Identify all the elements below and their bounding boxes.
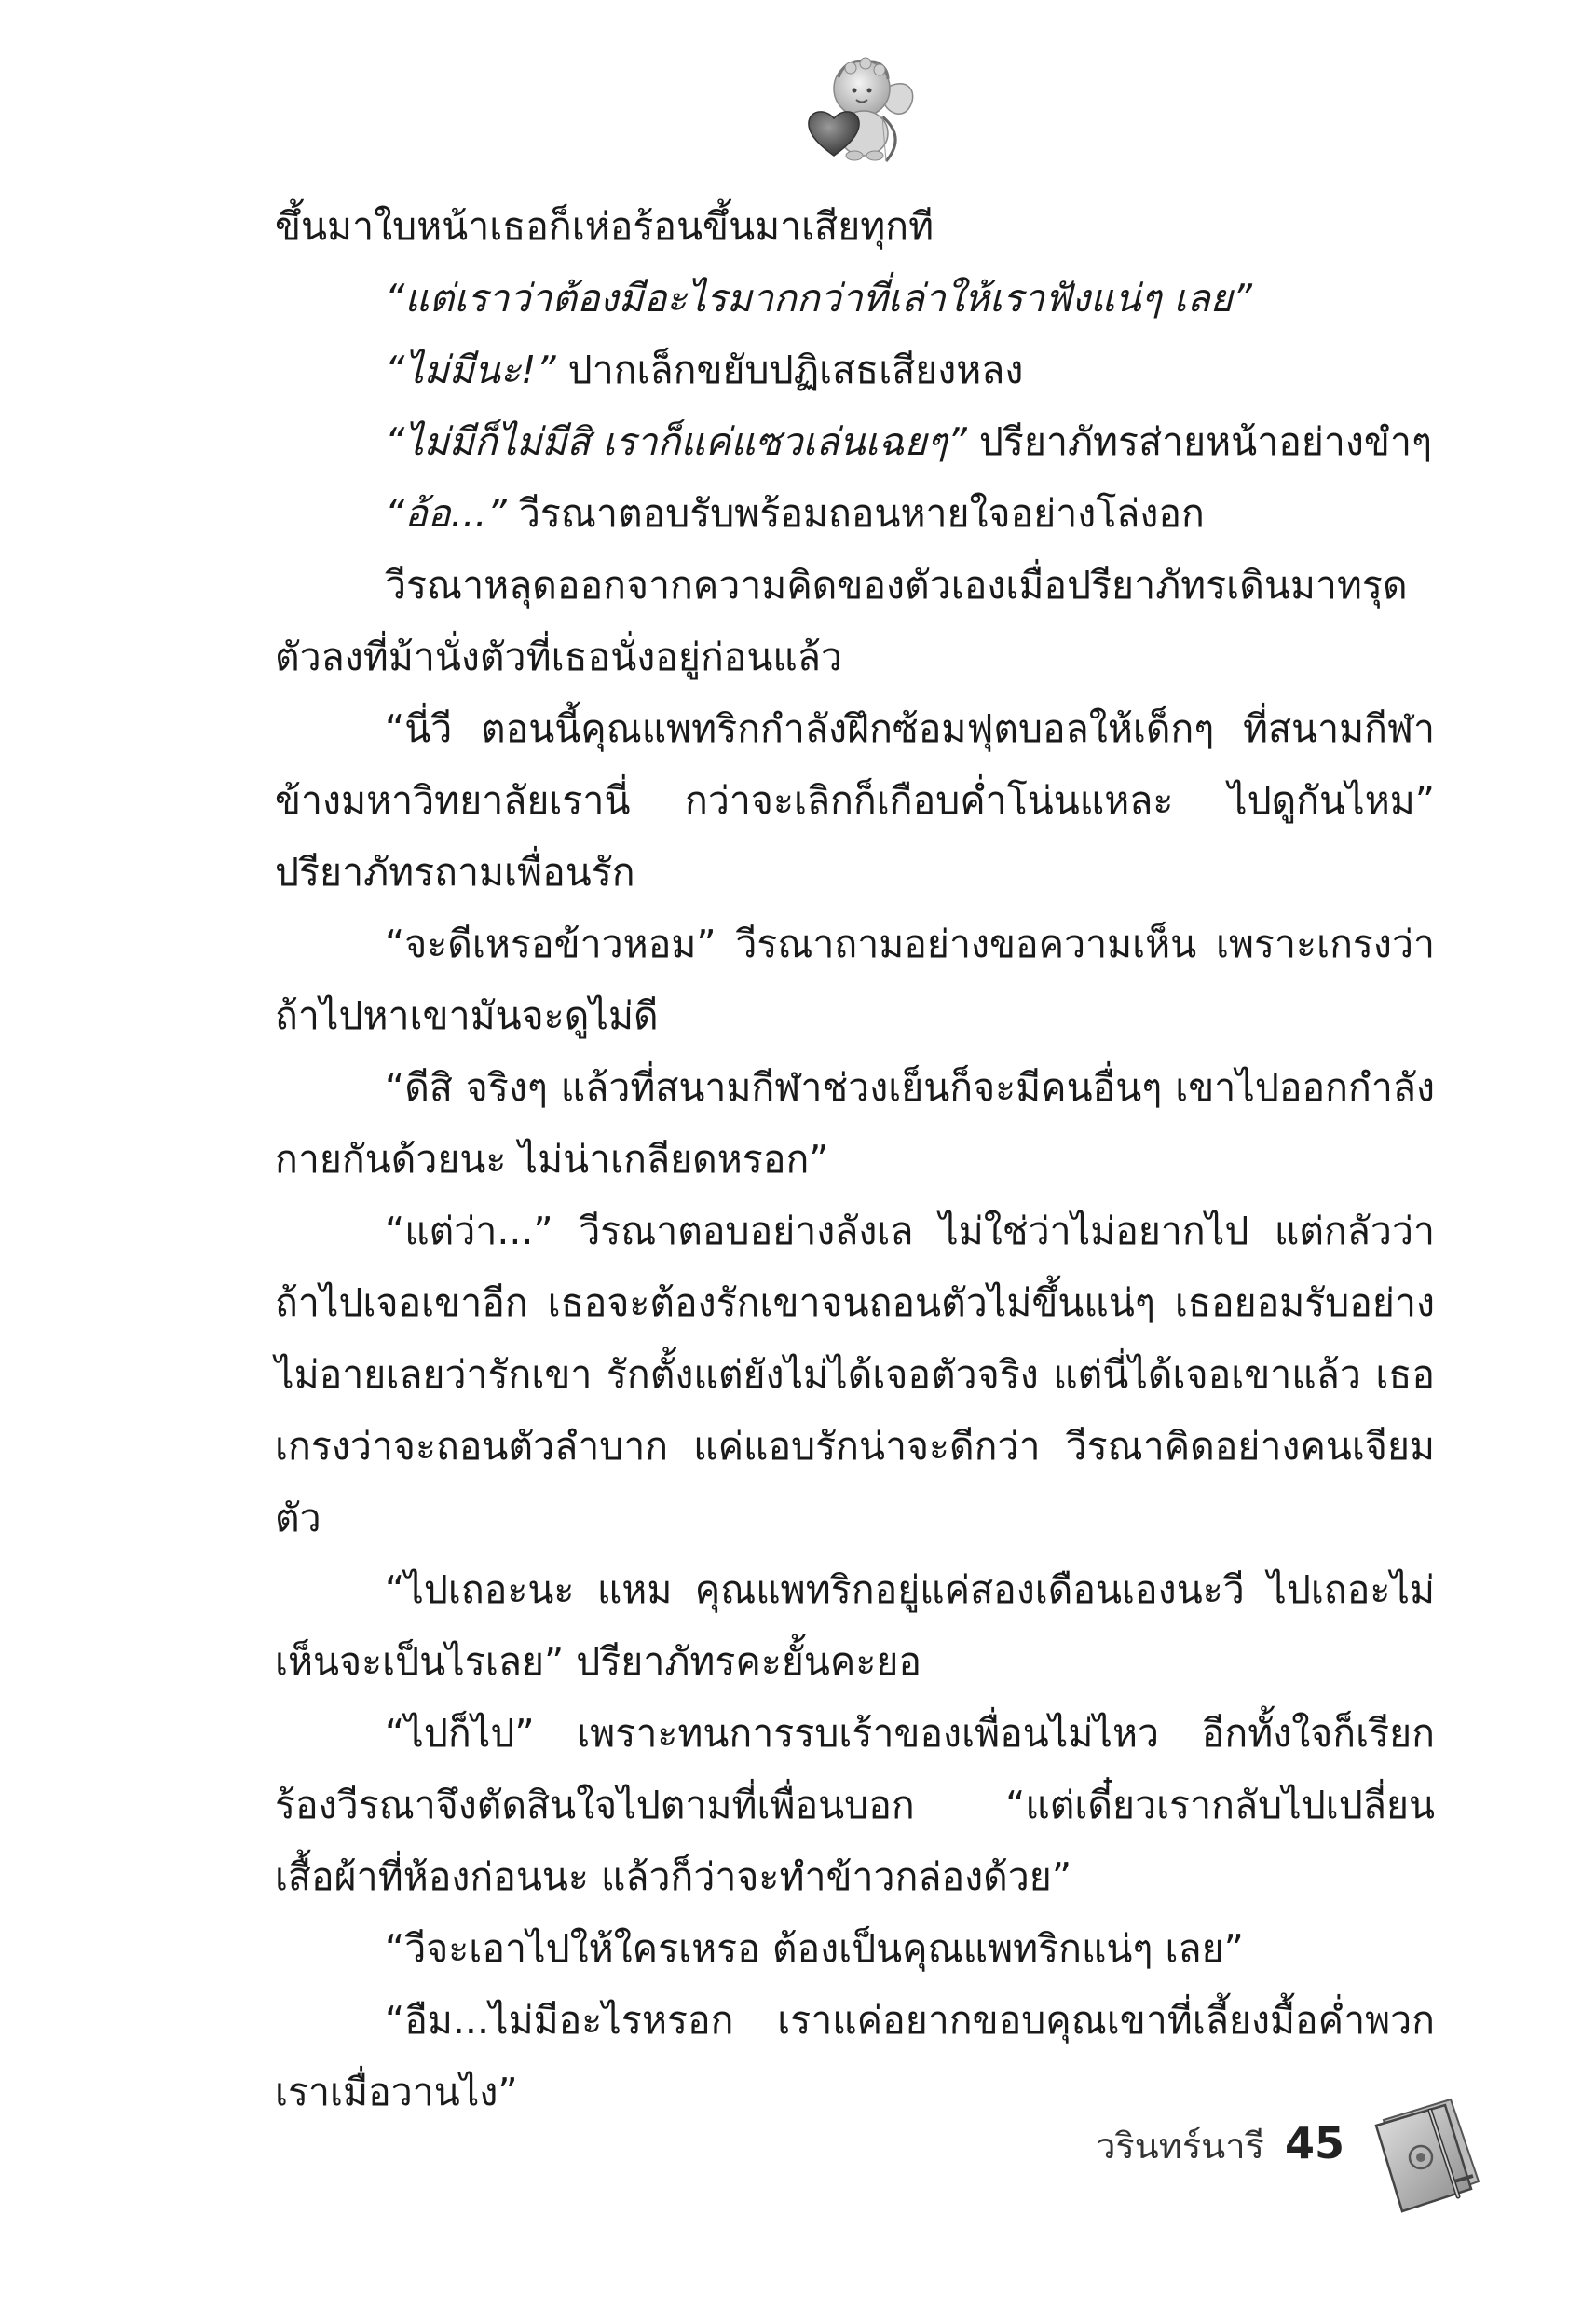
paragraph (275, 335, 1435, 406)
book-title: วรินทร์นารี (1096, 2126, 1264, 2167)
paragraph-text: ปรียาภัทรส่ายหน้าอย่างขำๆ (966, 419, 1432, 464)
paragraph (275, 1698, 1435, 1913)
dialogue-italic: “อ้อ...” (385, 491, 507, 536)
paragraph (275, 478, 1435, 550)
paragraph (275, 1913, 1435, 1985)
paragraph (275, 1554, 1435, 1698)
paragraph-text: “นี่วี ตอนนี้คุณแพทริกกำลังฝึกซ้อมฟุตบอลให้เด็กๆ ที่สนามกีฬาข้างมหาวิทยาลัยเรานี่ กว่าจะเลิกก็เกือบค่ำโน่นแหละ ไปดูกันไหม” ปรียาภัทรถามเพื่อนรัก (275, 706, 1435, 895)
page-footer (1096, 2117, 1344, 2182)
paragraph (275, 1052, 1435, 1196)
paragraph-text: “อืม...ไม่มีอะไรหรอก เราแค่อยากขอบคุณเขาที่เลี้ยงมื้อค่ำพวกเราเมื่อวานไง” (275, 1998, 1435, 2114)
paragraph-text: “ดีสิ จริงๆ แล้วที่สนามกีฬาช่วงเย็นก็จะมีคนอื่นๆ เขาไปออกกำลังกายกันด้วยนะ ไม่น่าเกลียดหรอก” (275, 1065, 1435, 1182)
dialogue-italic: “ไม่มีนะ!” (385, 348, 556, 392)
paragraph (275, 909, 1435, 1052)
paragraph-text: “แต่ว่า...” วีรณาตอบอย่างลังเล ไม่ใช่ว่าไม่อยากไป แต่กลัวว่าถ้าไปเจอเขาอีก เธอจะต้องรักเขาจนถอนตัวไม่ขึ้นแน่ๆ เธอยอมรับอย่างไม่อายเลยว่ารักเขา รักตั้งแต่ยังไม่ได้เจอตัวจริง แต่นี่ได้เจอเขาแล้ว เธอเกรงว่าจะถอนตัวลำบาก แค่แอบรักน่าจะดีกว่า วีรณาคิดอย่างคนเจียมตัว (275, 1209, 1435, 1540)
paragraph (275, 191, 1435, 263)
paragraph-text: “จะดีเหรอข้าวหอม” วีรณาถามอย่างขอความเห็น เพราะเกรงว่าถ้าไปหาเขามันจะดูไม่ดี (275, 922, 1435, 1038)
paragraph-text: วีรณาหลุดออกจากความคิดของตัวเองเมื่อปรียาภัทรเดินมาทรุดตัวลงที่ม้านั่งตัวที่เธอนั่งอยู่ก่อนแล้ว (275, 563, 1408, 679)
paragraph (275, 263, 1435, 335)
notebook-pen-icon (1365, 2092, 1486, 2218)
dialogue-italic: “ไม่มีก็ไม่มีสิ เราก็แค่แซวเล่นเฉยๆ” (385, 419, 967, 464)
paragraph-text: “ไปเถอะนะ แหม คุณแพทริกอยู่แค่สองเดือนเองนะวี ไปเถอะไม่เห็นจะเป็นไรเลย” ปรียาภัทรคะยั้นคะยอ (275, 1567, 1435, 1684)
paragraph (275, 1196, 1435, 1554)
dialogue-italic: “แต่เราว่าต้องมีอะไรมากกว่าที่เล่าให้เราฟังแน่ๆ เลย” (385, 276, 1252, 321)
paragraph-text: ขึ้นมาใบหน้าเธอก็เห่อร้อนขึ้นมาเสียทุกที (275, 204, 934, 249)
page-number: 45 (1284, 2118, 1344, 2168)
paragraph (275, 1985, 1435, 2128)
paragraph-text: “วีจะเอาไปให้ใครเหรอ ต้องเป็นคุณแพทริกแน่ๆ เลย” (385, 1926, 1244, 1971)
paragraph-text: วีรณาตอบรับพร้อมถอนหายใจอย่างโล่งอก (506, 491, 1205, 536)
paragraph-text: ปากเล็กขยับปฏิเสธเสียงหลง (555, 348, 1024, 392)
story-body-text (275, 191, 1435, 2128)
cupid-heart-icon (797, 51, 922, 168)
paragraph (275, 406, 1435, 478)
paragraph (275, 550, 1435, 693)
paragraph-text: “ไปก็ไป” เพราะทนการรบเร้าของเพื่อนไม่ไหว อีกทั้งใจก็เรียกร้องวีรณาจึงตัดสินใจไปตามที่เพื่อนบอก “แต่เดี๋ยวเรากลับไปเปลี่ยนเสื้อผ้าที่ห้องก่อนนะ แล้วก็ว่าจะทำข้าวกล่องด้วย” (275, 1711, 1435, 1899)
paragraph (275, 693, 1435, 909)
